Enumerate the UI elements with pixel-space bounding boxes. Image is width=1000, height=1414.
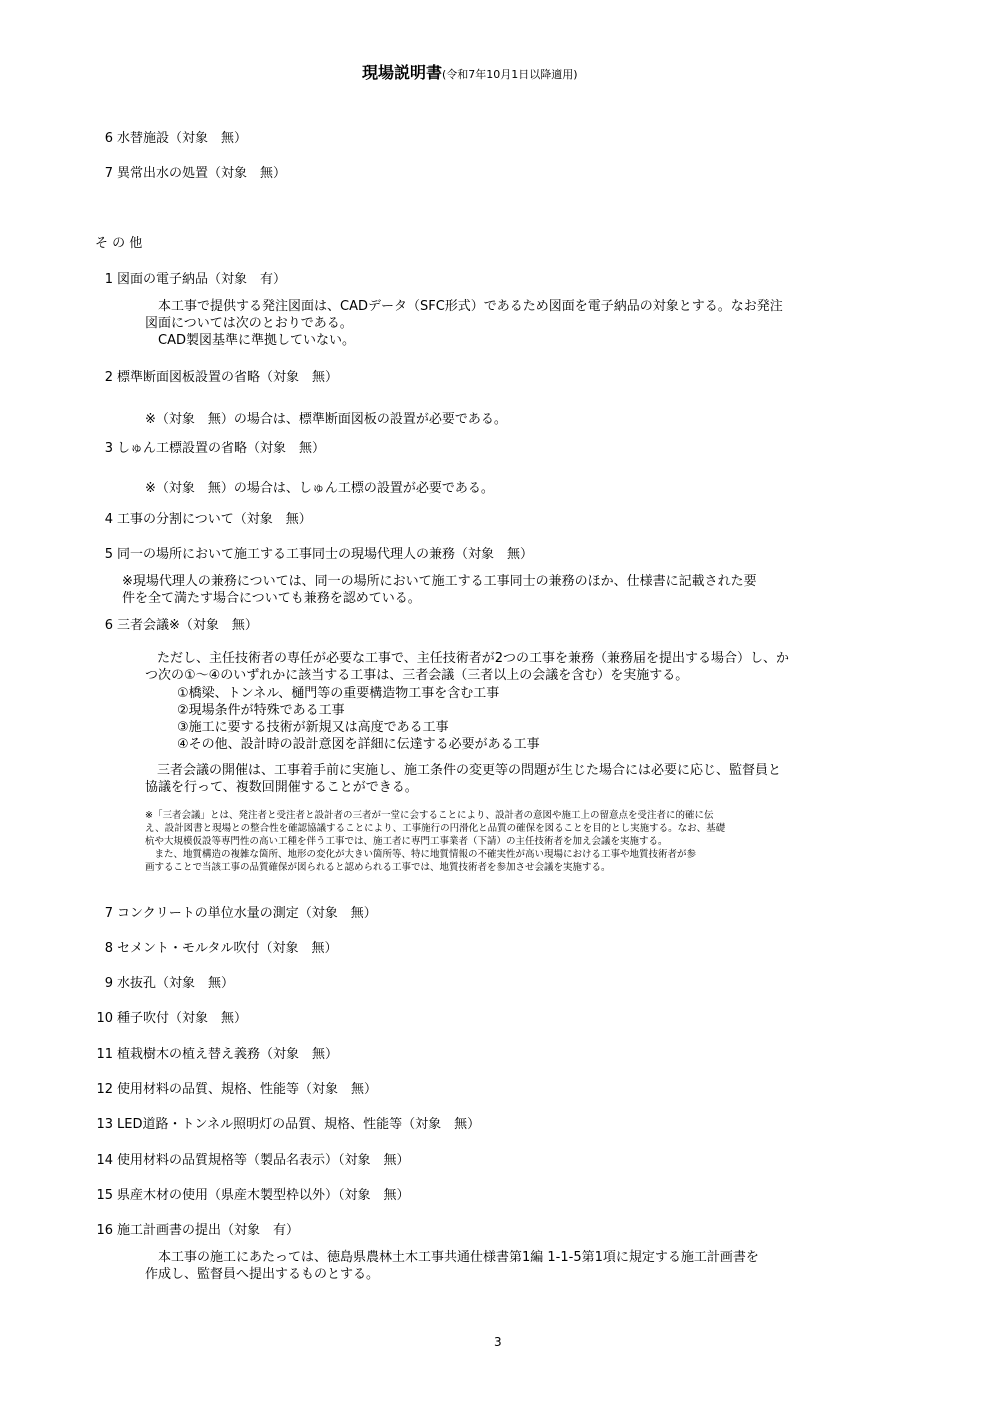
section-heading: そ の 他 (95, 236, 143, 251)
paragraph-line: 本工事で提供する発注図面は、CADデータ（SFC形式）であるため図面を電子納品の対象とする。なお発注 (145, 299, 783, 314)
item-label: 三者会議※（対象 無） (117, 618, 258, 633)
item-number: 7 (104, 166, 113, 181)
item-label: 工事の分割について（対象 無） (117, 512, 312, 527)
note-line: 件を全て満たす場合についても兼務を認めている。 (122, 591, 421, 606)
list-item (95, 905, 377, 922)
footnote-line: また、地質構造の複雑な箇所、地形の変化が大きい箇所等、特に地質情報の不確実性が高い現場における工事や地質技術者が参 (145, 849, 697, 860)
item-number: 16 (96, 1223, 113, 1238)
item-number: 3 (104, 441, 113, 456)
item-label: 水抜孔（対象 無） (117, 976, 235, 991)
list-item (95, 975, 234, 992)
case-item: ①橋梁、トンネル、樋門等の重要構造物工事を含む工事 (177, 686, 500, 701)
list-item (95, 511, 312, 528)
list-item (95, 546, 533, 563)
title-main: 現場説明書 (362, 63, 443, 82)
item-label: 施工計画書の提出（対象 有） (117, 1223, 300, 1238)
paragraph-line: ただし、主任技術者の専任が必要な工事で、主任技術者が2つの工事を兼務（兼務届を提出する場合）し、か (157, 651, 790, 666)
item-number: 5 (104, 547, 113, 562)
item-label: 種子吹付（対象 無） (117, 1011, 248, 1026)
footnote-line: え、設計図書と現場との整合性を確認協議することにより、工事施行の円滑化と品質の確保を図ることを目的とし実施する。なお、基礎 (145, 823, 726, 834)
page-number: 3 (494, 1335, 502, 1349)
footnote-line: 杭や大規模仮設等専門性の高い工種を伴う工事では、施工者に専門工事業者（下請）の主任技術者を加え会議を実施する。 (145, 836, 668, 847)
item-label: 標準断面図板設置の省略（対象 無） (117, 370, 339, 385)
item-number: 6 (104, 618, 113, 633)
list-item (95, 1222, 299, 1239)
list-item (95, 940, 337, 957)
list-item (95, 1152, 410, 1169)
item-number: 10 (96, 1011, 113, 1026)
list-item (95, 440, 325, 457)
list-item (95, 130, 247, 147)
note-line: ※現場代理人の兼務については、同一の場所において施工する工事同士の兼務のほか、仕様書に記載された要 (122, 574, 757, 589)
paragraph-line: 三者会議の開催は、工事着手前に実施し、施工条件の変更等の問題が生じた場合には必要に応じ、監督員と (157, 763, 782, 778)
item-number: 12 (96, 1082, 113, 1097)
paragraph-line: 作成し、監督員へ提出するものとする。 (145, 1267, 380, 1282)
list-item (95, 1010, 247, 1027)
footnote-line: 画することで当該工事の品質確保が図られると認められる工事では、地質技術者を参加させ会議を実施する。 (145, 862, 611, 873)
paragraph-line: 図面については次のとおりである。 (145, 316, 353, 331)
item-number: 11 (96, 1047, 113, 1062)
list-item (95, 617, 258, 634)
item-number: 4 (104, 512, 113, 527)
list-item (95, 1046, 338, 1063)
list-item (95, 1187, 410, 1204)
item-number: 13 (96, 1117, 113, 1132)
item-label: 異常出水の処置（対象 無） (117, 166, 287, 181)
item-label: LED道路・トンネル照明灯の品質、規格、性能等（対象 無） (117, 1117, 481, 1132)
case-item: ②現場条件が特殊である工事 (177, 703, 345, 718)
list-item (95, 369, 338, 386)
case-item: ③施工に要する技術が新規又は高度である工事 (177, 720, 449, 735)
list-item (95, 1081, 377, 1098)
item-number: 14 (96, 1153, 113, 1168)
list-item (95, 271, 286, 288)
item-number: 8 (104, 941, 113, 956)
item-label: コンクリートの単位水量の測定（対象 無） (117, 906, 377, 921)
item-label: しゅん工標設置の省略（対象 無） (117, 441, 326, 456)
list-item (95, 1116, 480, 1133)
footnote-line: ※「三者会議」とは、発注者と受注者と設計者の三者が一堂に会することにより、設計者の意図や施工上の留意点を受注者に的確に伝 (145, 810, 714, 821)
item-number: 7 (104, 906, 113, 921)
paragraph-line: 協議を行って、複数回開催することができる。 (145, 780, 418, 795)
item-label: 同一の場所において施工する工事同士の現場代理人の兼務（対象 無） (117, 547, 534, 562)
item-number: 15 (96, 1188, 113, 1203)
list-item (95, 165, 286, 182)
item-label: 水替施設（対象 無） (117, 131, 248, 146)
item-label: 使用材料の品質、規格、性能等（対象 無） (117, 1082, 378, 1097)
page-title (362, 64, 578, 83)
title-subtitle: (令和7年10月1日以降適用) (442, 68, 578, 81)
item-label: セメント・モルタル吹付（対象 無） (117, 941, 338, 956)
item-label: 使用材料の品質規格等（製品名表示）（対象 無） (117, 1153, 410, 1168)
item-number: 1 (104, 272, 113, 287)
item-number: 6 (104, 131, 113, 146)
item-number: 2 (104, 370, 113, 385)
item-label: 県産木材の使用（県産木製型枠以外）（対象 無） (117, 1188, 410, 1203)
item-label: 植栽樹木の植え替え義務（対象 無） (117, 1047, 339, 1062)
paragraph-line: つ次の①～④のいずれかに該当する工事は、三者会議（三者以上の会議を含む）を実施する。 (145, 668, 689, 683)
note-line: ※（対象 無）の場合は、標準断面図板の設置が必要である。 (145, 412, 507, 427)
paragraph-line: CAD製図基準に準拠していない。 (145, 333, 355, 348)
paragraph-line: 本工事の施工にあたっては、徳島県農林土木工事共通仕様書第1編 1-1-5第1項に規定する施工計画書を (145, 1250, 759, 1265)
item-number: 9 (104, 976, 113, 991)
item-label: 図面の電子納品（対象 有） (117, 272, 287, 287)
case-item: ④その他、設計時の設計意図を詳細に伝達する必要がある工事 (177, 737, 540, 752)
note-line: ※（対象 無）の場合は、しゅん工標の設置が必要である。 (145, 481, 494, 496)
